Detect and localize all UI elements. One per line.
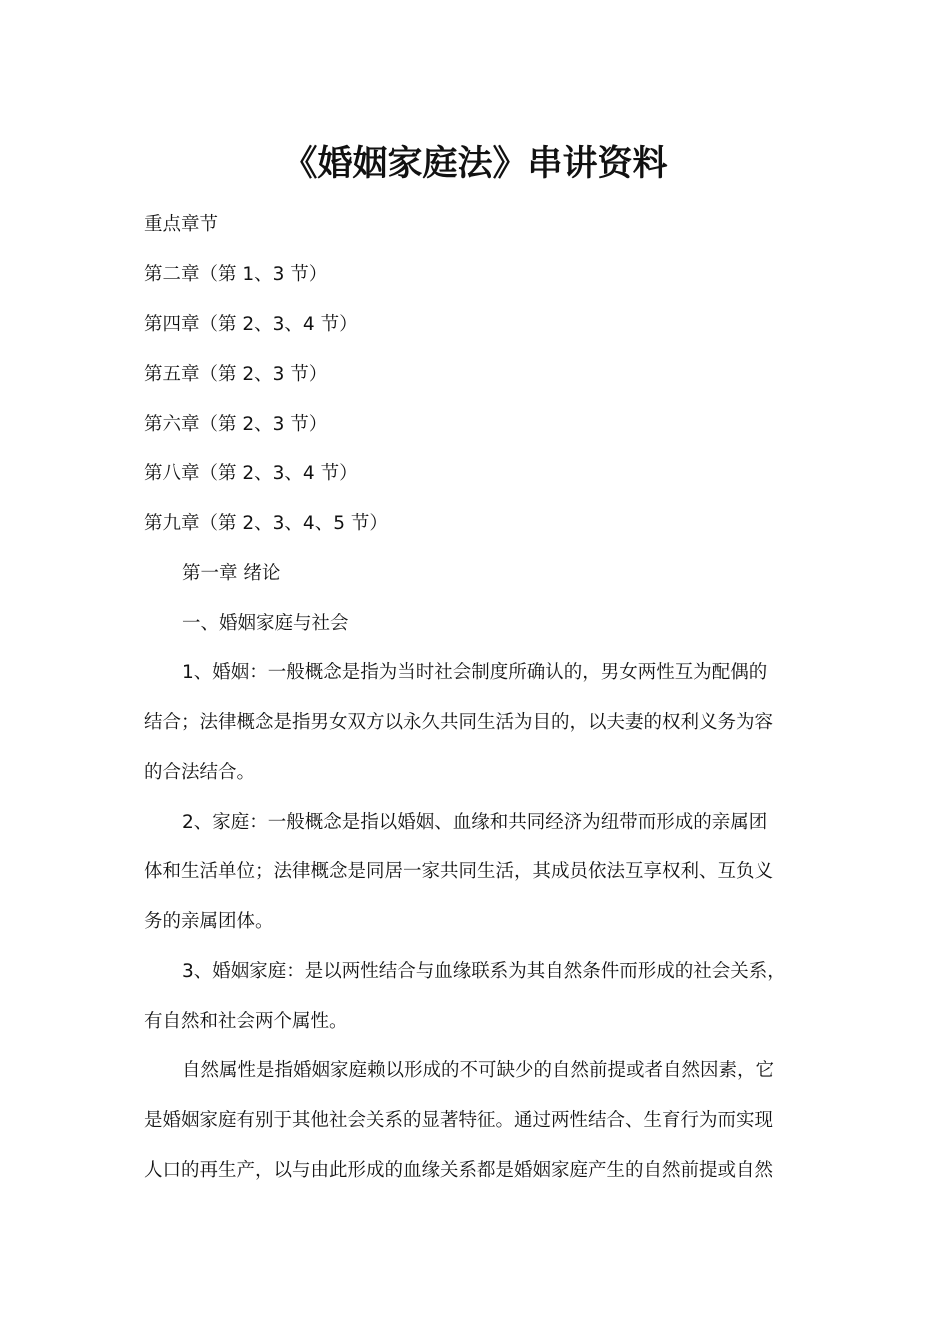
paragraph-line: 务的亲属团体。 [144, 911, 274, 932]
document-title: 《婚姻家庭法》串讲资料 [282, 144, 668, 184]
chapter-title: 第一章 绪论 [182, 563, 281, 584]
paragraph-line: 自然属性是指婚姻家庭赖以形成的不可缺少的自然前提或者自然因素，它 [182, 1060, 775, 1081]
paragraph-line: 是婚姻家庭有别于其他社会关系的显著特征。通过两性结合、生育行为而实现 [144, 1110, 774, 1131]
key-chapters-heading: 重点章节 [144, 214, 219, 235]
paragraph-line: 2、家庭：一般概念是指以婚姻、血缘和共同经济为纽带而形成的亲属团 [182, 812, 768, 833]
paragraph-line: 3、婚姻家庭：是以两性结合与血缘联系为其自然条件而形成的社会关系， [182, 961, 786, 982]
paragraph-line: 有自然和社会两个属性。 [144, 1011, 348, 1032]
section-title: 一、婚姻家庭与社会 [182, 613, 349, 634]
paragraph-line: 1、婚姻：一般概念是指为当时社会制度所确认的，男女两性互为配偶的 [182, 662, 768, 683]
key-chapter-item: 第四章（第 2、3、4 节） [144, 314, 358, 335]
key-chapter-item: 第九章（第 2、3、4、5 节） [144, 513, 388, 534]
key-chapter-item: 第八章（第 2、3、4 节） [144, 463, 358, 484]
key-chapter-item: 第六章（第 2、3 节） [144, 414, 328, 435]
paragraph-line: 人口的再生产，以与由此形成的血缘关系都是婚姻家庭产生的自然前提或自然 [144, 1160, 774, 1181]
key-chapter-item: 第二章（第 1、3 节） [144, 264, 328, 285]
key-chapter-item: 第五章（第 2、3 节） [144, 364, 328, 385]
paragraph-line: 的合法结合。 [144, 762, 256, 783]
paragraph-line: 体和生活单位；法律概念是同居一家共同生活，其成员依法互享权利、互负义 [144, 861, 774, 882]
paragraph-line: 结合；法律概念是指男女双方以永久共同生活为目的，以夫妻的权利义务为容 [144, 712, 774, 733]
